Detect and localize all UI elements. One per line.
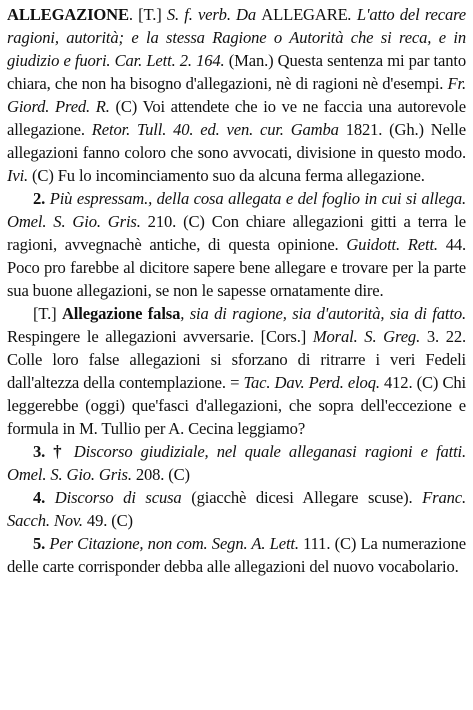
sense-term: Allegazione falsa bbox=[61, 304, 181, 323]
sense-quote: 412. (C) Chi leggerebbe (oggi) que'fasci d'allegazioni, che sopra dell'eccezione e formula in M. Tullio per A. Cecina leggiamo? bbox=[7, 373, 466, 438]
sense-source: Guidott. Rett. bbox=[346, 235, 438, 254]
entry-quote: 1821. (Gh.) Nelle allegazioni fanno coloro che sono avvocati, divisione in questo modo. bbox=[7, 120, 466, 162]
sense-tag: [T.] bbox=[33, 304, 62, 323]
entry-quote: (C) Fu lo incominciamento suo da alcuna ferma allegazione. bbox=[28, 166, 425, 185]
sense-definition: Più espressam., della cosa allegata e del foglio in cui si allega. Omel. S. Gio. Gris. bbox=[7, 189, 466, 231]
entry-intro bbox=[7, 3, 466, 187]
entry-quote: (Man.) Questa sentenza mi par tanto chiara, che non ha bisogno d'allegazioni, nè di ragioni nè d'esempi. bbox=[7, 51, 466, 93]
sense-quote: 111. (C) La numerazione delle carte corrisponder debba alle allegazioni del nuovo vocabolario. bbox=[7, 534, 466, 576]
sense-quote: 3. 22. Colle loro false allegazioni si sforzano di ritrarre i veri Fedeli dall'altezza della contemplazione. = bbox=[7, 327, 466, 392]
sense-quote: 44. Poco pro farebbe al dicitore sapere bene allegare e trovare per la parte sua buone allegazioni, se non le sapesse ornatamente dire. bbox=[7, 235, 467, 300]
sense-definition: Discorso giudiziale, nel quale alleganasi ragioni e fatti. Omel. S. Gio. Gris. bbox=[7, 442, 466, 484]
sense-source: Moral. S. Greg. bbox=[312, 327, 421, 346]
entry-definition: . L'atto del recare ragioni, autorità; e la stessa Ragione o Autorità che si reca, e in giudizio e fuori. Car. Lett. 2. 164. bbox=[7, 5, 467, 70]
sense-t bbox=[7, 302, 466, 440]
entry-source: Ivi. bbox=[7, 166, 29, 185]
entry-crossref: ALLEGARE bbox=[261, 5, 348, 24]
sense-number: 4. bbox=[33, 488, 55, 507]
sense-quote: 208. (C) bbox=[131, 465, 190, 484]
sense-quote: (giacchè dicesi Allegare scuse). bbox=[181, 488, 423, 507]
sense-5 bbox=[7, 532, 466, 578]
entry-quote: (C) Voi attendete che io ve ne faccia una autorevole allegazione. bbox=[7, 97, 466, 139]
entry-source: Retor. Tull. 40. ed. ven. cur. Gamba bbox=[91, 120, 339, 139]
entry-headword: ALLEGAZIONE bbox=[7, 5, 129, 24]
sense-definition: Per Citazione, non com. Segn. A. Lett. bbox=[49, 534, 299, 553]
entry-grammar: S. f. verb. Da bbox=[166, 5, 262, 24]
entry-source: Fr. Giord. Pred. R. bbox=[7, 74, 466, 116]
sense-definition: , sia di ragione, sia d'autorità, sia di fatto. bbox=[180, 304, 466, 323]
sense-3 bbox=[7, 440, 466, 486]
sense-number: 3. † bbox=[33, 442, 74, 461]
entry-tag: . [T.] bbox=[128, 5, 167, 24]
sense-number: 5. bbox=[33, 534, 50, 553]
sense-4 bbox=[7, 486, 466, 532]
sense-number: 2. bbox=[33, 189, 50, 208]
sense-2 bbox=[7, 187, 466, 302]
sense-source: Tac. Dav. Perd. eloq. bbox=[243, 373, 380, 392]
sense-quote: 49. (C) bbox=[82, 511, 133, 530]
sense-quote: Respingere le allegazioni avversarie. [Cors.] bbox=[7, 327, 313, 346]
sense-definition: Discorso di scusa bbox=[54, 488, 182, 507]
sense-source: Franc. Sacch. Nov. bbox=[7, 488, 466, 530]
sense-quote: 210. (C) Con chiare allegazioni gitti a terra le ragioni, avvegnachè antiche, di questa opinione. bbox=[7, 212, 466, 254]
